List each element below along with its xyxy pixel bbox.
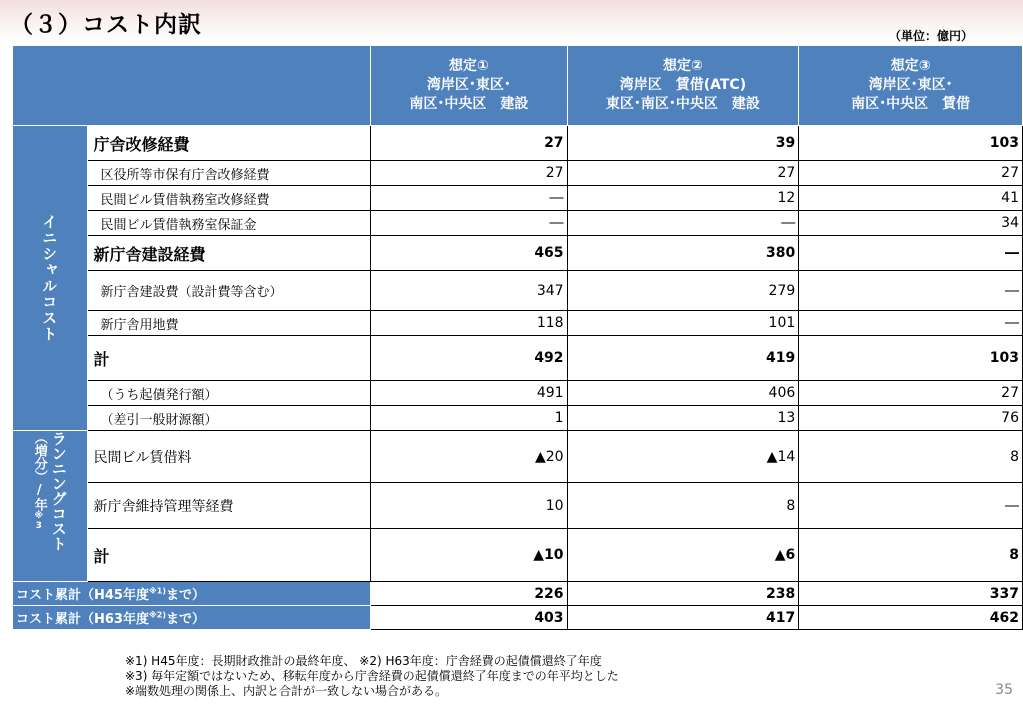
table-row	[13, 529, 1023, 582]
row-label: 計	[87, 529, 371, 582]
table-row	[13, 126, 1023, 161]
row-label: 民間ビル賃借執務室保証金	[87, 211, 371, 236]
cell-value: 1	[371, 406, 567, 431]
row-label: 計	[87, 336, 371, 381]
row-label: 新庁舎用地費	[87, 311, 371, 336]
table-header-row	[13, 46, 1023, 126]
column-header-3: 想定③ 湾岸区･東区･ 南区･中央区 賃借	[799, 46, 1023, 126]
running-cost-sub: （増分）/年※3	[31, 431, 47, 531]
row-label: 民間ビル賃借執務室改修経費	[87, 186, 371, 211]
cell-value: 8	[799, 529, 1023, 582]
page-title: （３）コスト内訳	[10, 12, 202, 38]
table-row	[13, 186, 1023, 211]
header-corner	[13, 46, 371, 126]
table-row	[13, 161, 1023, 186]
table-row	[13, 211, 1023, 236]
cell-value: 279	[567, 271, 799, 311]
cell-value: 380	[567, 236, 799, 271]
cell-value: 27	[567, 161, 799, 186]
cell-value: 491	[371, 381, 567, 406]
cell-value: 103	[799, 126, 1023, 161]
table-row	[13, 483, 1023, 529]
initial-cost-label: イニシャルコスト	[13, 126, 88, 431]
cell-value: 347	[371, 271, 567, 311]
running-cost-main: ランニングコスト	[49, 431, 68, 551]
cell-value: 34	[799, 211, 1023, 236]
total-label: コスト累計（H45年度$^{※1)}$まで）	[13, 582, 371, 606]
footnotes	[125, 654, 619, 699]
cell-value: 462	[799, 606, 1023, 630]
row-label: （うち起債発行額）	[87, 381, 371, 406]
table-row	[13, 271, 1023, 311]
total-label: コスト累計（H63年度$^{※2)}$まで）	[13, 606, 371, 630]
cell-value: 492	[371, 336, 567, 381]
cell-value: 8	[567, 483, 799, 529]
cell-value: 103	[799, 336, 1023, 381]
cell-value: 337	[799, 582, 1023, 606]
cell-value: 406	[567, 381, 799, 406]
cell-value: 41	[799, 186, 1023, 211]
row-label: 新庁舎建設費（設計費等含む）	[87, 271, 371, 311]
running-cost-note: ※3	[33, 511, 44, 531]
footnote: ※端数処理の関係上、内訳と合計が一致しない場合がある。	[125, 684, 448, 698]
cell-value: 8	[799, 431, 1023, 483]
cell-value: 13	[567, 406, 799, 431]
total-row	[13, 606, 1023, 630]
cell-value: 39	[567, 126, 799, 161]
cell-value: ▲20	[371, 431, 567, 483]
table-row	[13, 236, 1023, 271]
footnote: ※3) 毎年定額ではないため、移転年度から庁舎経費の起債償還終了年度までの年平均とした	[125, 669, 619, 683]
table-row	[13, 381, 1023, 406]
cell-value: 403	[371, 606, 567, 630]
cell-value: 27	[799, 381, 1023, 406]
table-row	[13, 311, 1023, 336]
row-label: 民間ビル賃借料	[87, 431, 371, 483]
cell-value: 238	[567, 582, 799, 606]
cell-value: 76	[799, 406, 1023, 431]
cell-value: ―	[567, 211, 799, 236]
cell-value: ―	[799, 311, 1023, 336]
footnote: ※1) H45年度：長期財政推計の最終年度、 ※2) H63年度：庁舎経費の起債償還終了年度	[125, 654, 602, 668]
row-label: 新庁舎維持管理等経費	[87, 483, 371, 529]
cell-value: ―	[371, 186, 567, 211]
total-row	[13, 582, 1023, 606]
row-label: 庁舎改修経費	[87, 126, 371, 161]
column-header-1: 想定① 湾岸区･東区･ 南区･中央区 建設	[371, 46, 567, 126]
cell-value: 465	[371, 236, 567, 271]
cell-value: 27	[371, 161, 567, 186]
cell-value: 10	[371, 483, 567, 529]
cell-value: 419	[567, 336, 799, 381]
cell-value: ―	[371, 211, 567, 236]
cell-value: ―	[799, 483, 1023, 529]
cost-table	[12, 45, 1023, 630]
cell-value: 27	[371, 126, 567, 161]
table-row	[13, 431, 1023, 483]
cell-value: ▲10	[371, 529, 567, 582]
page-number: 35	[995, 682, 1013, 698]
unit-label: （単位：億円）	[888, 29, 973, 43]
cell-value: 417	[567, 606, 799, 630]
row-label: 新庁舎建設経費	[87, 236, 371, 271]
cell-value: ▲6	[567, 529, 799, 582]
cell-value: 118	[371, 311, 567, 336]
cell-value: ―	[799, 236, 1023, 271]
cell-value: 27	[799, 161, 1023, 186]
row-label: （差引一般財源額）	[87, 406, 371, 431]
running-cost-label	[13, 431, 88, 582]
cell-value: 101	[567, 311, 799, 336]
cell-value: 226	[371, 582, 567, 606]
row-label: 区役所等市保有庁舎改修経費	[87, 161, 371, 186]
cell-value: ▲14	[567, 431, 799, 483]
cell-value: ―	[799, 271, 1023, 311]
table-row	[13, 406, 1023, 431]
cell-value: 12	[567, 186, 799, 211]
column-header-2: 想定② 湾岸区 賃借(ATC) 東区･南区･中央区 建設	[567, 46, 799, 126]
table-row	[13, 336, 1023, 381]
